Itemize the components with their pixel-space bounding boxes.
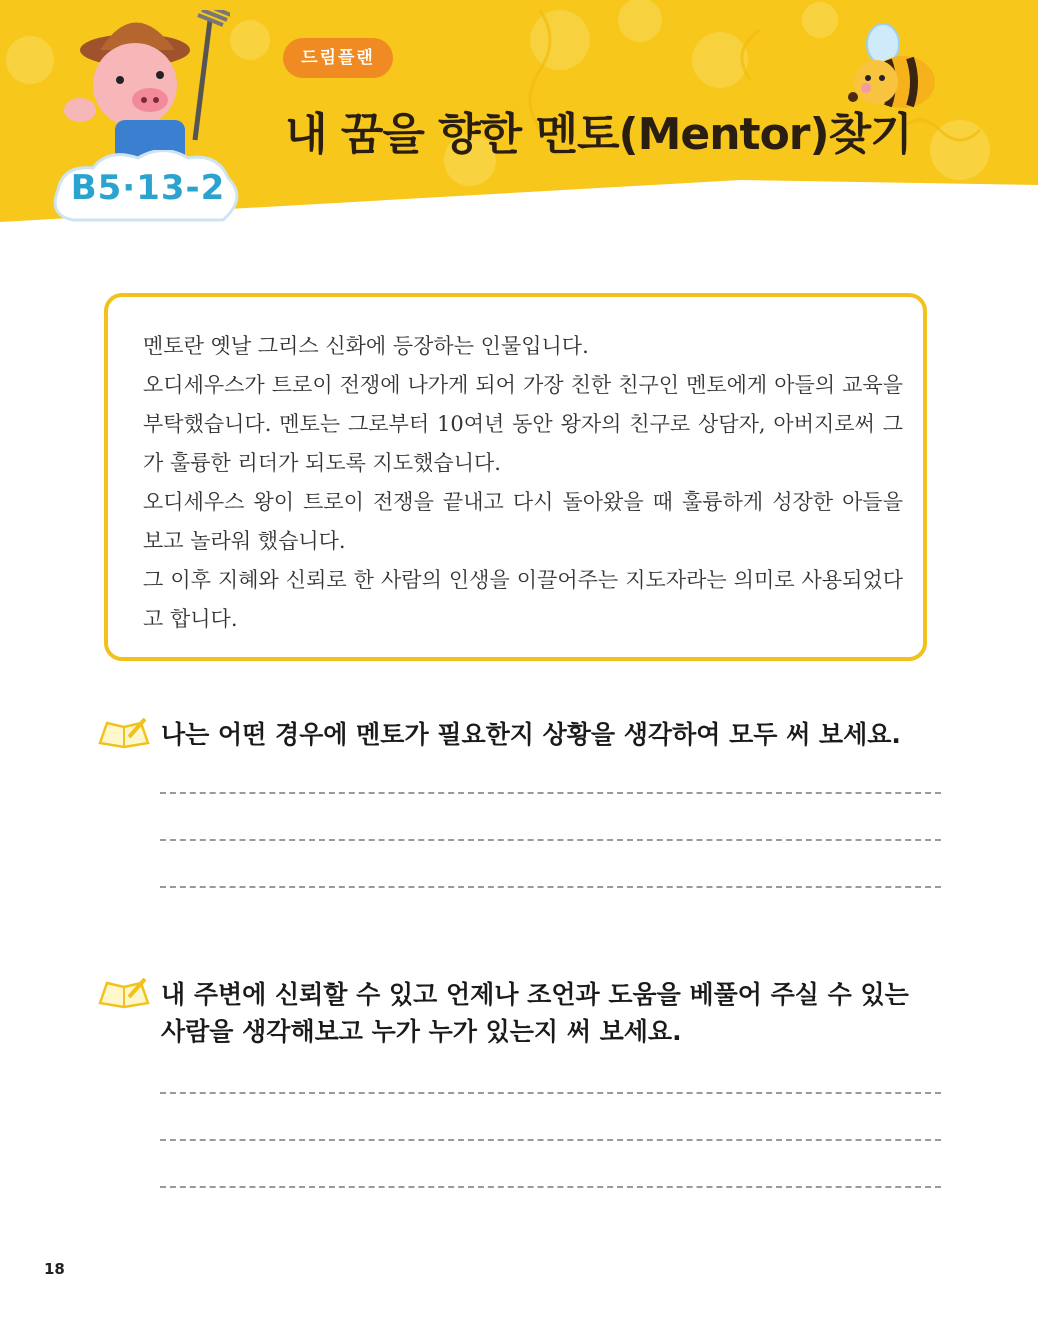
answer-line[interactable]: [160, 886, 941, 888]
answer-line[interactable]: [160, 1139, 941, 1141]
bee-icon: [848, 22, 938, 112]
book-pencil-icon: [97, 715, 151, 749]
page-title: 내 꿈을 향한 멘토(Mentor)찾기: [285, 109, 912, 160]
intro-paragraph: 오디세우스가 트로이 전쟁에 나가게 되어 가장 친한 친구인 멘토에게 아들의 교육을 부탁했습니다. 멘토는 그로부터 10여년 동안 왕자의 친구로 상담자, 아버지로써 그가 훌륭한 리더가 되도록 지도했습니다.: [143, 373, 903, 475]
answer-line[interactable]: [160, 1092, 941, 1094]
intro-paragraph: 그 이후 지혜와 신뢰로 한 사람의 인생을 이끌어주는 지도자라는 의미로 사용되었다고 합니다.: [143, 568, 903, 631]
answer-line[interactable]: [160, 839, 941, 841]
lesson-code: B5·13-2: [70, 168, 226, 208]
question-2: 내 주변에 신뢰할 수 있고 언제나 조언과 도움을 베풀어 주실 수 있는 사람을 생각해보고 누가 누가 있는지 써 보세요.: [161, 980, 909, 1046]
answer-line[interactable]: [160, 792, 941, 794]
category-badge: 드림플랜: [283, 38, 393, 78]
intro-paragraph: 오디세우스 왕이 트로이 전쟁을 끝내고 다시 돌아왔을 때 훌륭하게 성장한 아들을 보고 놀라워 했습니다.: [143, 490, 903, 553]
answer-line[interactable]: [160, 1186, 941, 1188]
intro-paragraph: 멘토란 옛날 그리스 신화에 등장하는 인물입니다.: [143, 334, 589, 358]
intro-text: [143, 327, 903, 639]
pig-farmer-icon: [60, 10, 230, 170]
book-pencil-icon: [97, 975, 151, 1009]
page-number: 18: [44, 1260, 65, 1278]
question-1: 나는 어떤 경우에 멘토가 필요한지 상황을 생각하여 모두 써 보세요.: [161, 720, 901, 749]
